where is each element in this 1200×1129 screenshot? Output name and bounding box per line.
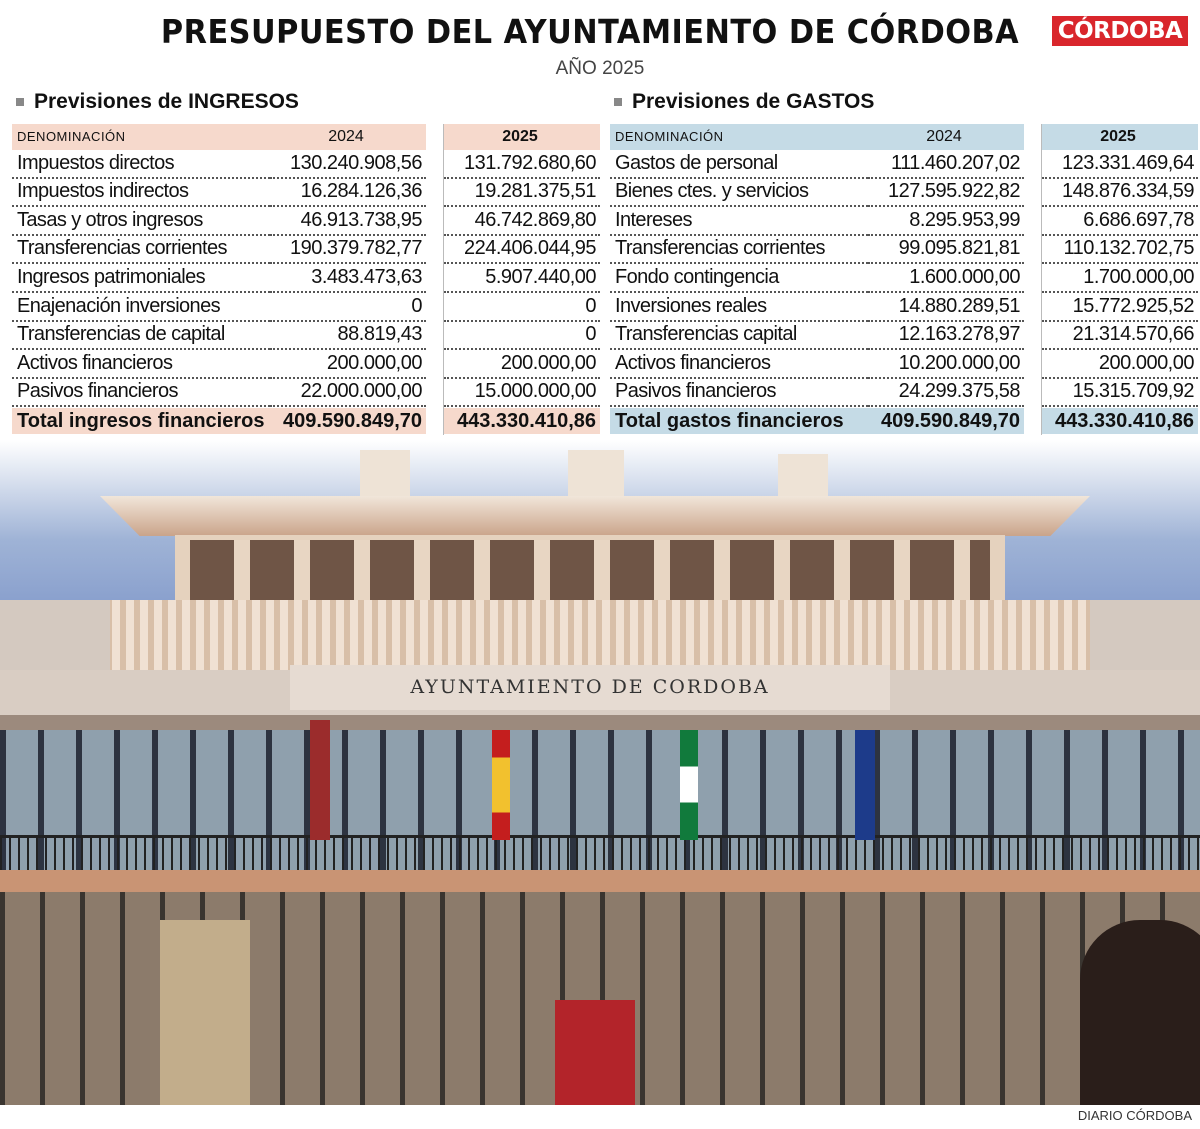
column-divider [426,124,444,150]
page-title: PRESUPUESTO DEL AYUNTAMIENTO DE CÓRDOBA [160,12,1020,51]
value-2025: 46.742.869,80 [444,209,600,236]
column-divider [1024,407,1042,435]
value-2024: 3.483.473,63 [270,266,426,293]
gastos-table [610,124,1198,435]
column-divider [1024,322,1042,351]
ingresos-title: Previsiones de INGRESOS [34,90,299,113]
table-header [610,124,1198,150]
total-2024: 409.590.849,70 [270,408,426,434]
value-2024: 200.000,00 [270,352,426,379]
column-divider [426,350,444,379]
square-bullet-icon [16,98,24,106]
row-label: Activos financieros [610,352,868,379]
value-2025: 148.876.334,59 [1042,180,1198,207]
column-divider [426,407,444,435]
table-row [12,350,600,379]
row-label: Activos financieros [12,352,270,379]
table-row [610,322,1198,351]
value-2025: 131.792.680,60 [444,152,600,179]
value-2024: 111.460.207,02 [868,152,1024,179]
row-label: Gastos de personal [610,152,868,179]
flag [310,720,330,840]
roof-ornament [360,450,410,500]
value-2024: 16.284.126,36 [270,180,426,207]
table-row [12,207,600,236]
column-divider [426,207,444,236]
table-row [12,379,600,408]
photo-credit: DIARIO CÓRDOBA [1077,1108,1192,1123]
table-row [12,264,600,293]
row-label: Transferencias corrientes [12,237,270,264]
column-divider [1024,150,1042,179]
table-row [12,236,600,265]
value-2025: 200.000,00 [444,352,600,379]
balustrade [0,600,1200,670]
column-divider [1024,264,1042,293]
value-2024: 130.240.908,56 [270,152,426,179]
value-2025: 110.132.702,75 [1042,237,1198,264]
value-2025: 224.406.044,95 [444,237,600,264]
roman-ruins [160,920,250,1105]
table-row [610,379,1198,408]
subtitle-year: AÑO 2025 [555,58,645,79]
row-label: Enajenación inversiones [12,295,270,322]
passerby [1080,920,1200,1105]
table-row [12,322,600,351]
table-row [610,350,1198,379]
value-2025: 15.772.925,52 [1042,295,1198,322]
row-label: Inversiones reales [610,295,868,322]
value-2024: 88.819,43 [270,323,426,350]
ingresos-heading [16,90,299,114]
flag-andalucia [680,730,698,840]
row-label: Intereses [610,209,868,236]
header-2025: 2025 [1042,124,1198,150]
column-divider [426,264,444,293]
table-row [12,150,600,179]
column-divider [1024,350,1042,379]
column-divider [1024,179,1042,208]
value-2025: 0 [444,295,600,322]
row-label: Fondo contingencia [610,266,868,293]
value-2025: 200.000,00 [1042,352,1198,379]
column-divider [1024,293,1042,322]
total-2025: 443.330.410,86 [444,408,600,434]
row-label: Ingresos patrimoniales [12,266,270,293]
table-row [610,150,1198,179]
value-2024: 99.095.821,81 [868,237,1024,264]
value-2024: 190.379.782,77 [270,237,426,264]
value-2024: 12.163.278,97 [868,323,1024,350]
header-2024: 2024 [270,124,426,150]
roof-eave [100,496,1090,536]
value-2025: 1.700.000,00 [1042,266,1198,293]
total-2024: 409.590.849,70 [868,408,1024,434]
roof-ornament [568,450,624,500]
value-2024: 14.880.289,51 [868,295,1024,322]
column-divider [1024,124,1042,150]
table-row [610,264,1198,293]
roof-ornament [778,454,828,500]
table-row [12,293,600,322]
row-label: Pasivos financieros [12,380,270,407]
table-row [610,236,1198,265]
value-2025: 6.686.697,78 [1042,209,1198,236]
facade-sign: AYUNTAMIENTO DE CORDOBA [290,665,890,710]
entrance-door [555,1000,635,1105]
flag-eu [855,730,875,840]
gastos-heading [614,90,874,114]
row-label: Transferencias de capital [12,323,270,350]
total-row [12,407,600,435]
square-bullet-icon [614,98,622,106]
value-2025: 0 [444,323,600,350]
header-2024: 2024 [868,124,1024,150]
row-label: Impuestos indirectos [12,180,270,207]
column-divider [426,322,444,351]
row-label: Transferencias capital [610,323,868,350]
value-2024: 127.595.922,82 [868,180,1024,207]
column-divider [1024,379,1042,408]
value-2025: 15.315.709,92 [1042,380,1198,407]
column-divider [1024,207,1042,236]
brand-logo: CÓRDOBA [1052,16,1188,46]
table-row [610,207,1198,236]
value-2024: 10.200.000,00 [868,352,1024,379]
city-hall-photo [0,440,1200,1105]
header-2025: 2025 [444,124,600,150]
value-2025: 123.331.469,64 [1042,152,1198,179]
row-label: Bienes ctes. y servicios [610,180,868,207]
row-label: Pasivos financieros [610,380,868,407]
value-2025: 21.314.570,66 [1042,323,1198,350]
header-denominacion: DENOMINACIÓN [610,124,868,150]
column-divider [426,379,444,408]
header-denominacion: DENOMINACIÓN [12,124,270,150]
value-2025: 19.281.375,51 [444,180,600,207]
total-2025: 443.330.410,86 [1042,408,1198,434]
row-label: Tasas y otros ingresos [12,209,270,236]
row-label: Impuestos directos [12,152,270,179]
arcade-arches [190,540,990,600]
value-2024: 22.000.000,00 [270,380,426,407]
gastos-title: Previsiones de GASTOS [632,90,875,113]
value-2025: 5.907.440,00 [444,266,600,293]
total-row [610,407,1198,435]
ingresos-table [12,124,600,435]
table-row [610,293,1198,322]
value-2024: 1.600.000,00 [868,266,1024,293]
value-2024: 0 [270,295,426,322]
column-divider [426,150,444,179]
balcony-ledge [0,870,1200,892]
table-row [610,179,1198,208]
column-divider [426,293,444,322]
flag-spain [492,730,510,840]
total-label: Total gastos financieros [610,408,868,434]
table-row [12,179,600,208]
table-header [12,124,600,150]
value-2024: 24.299.375,58 [868,380,1024,407]
balcony-railings [0,835,1200,875]
row-label: Transferencias corrientes [610,237,868,264]
total-label: Total ingresos financieros [12,408,270,434]
column-divider [426,179,444,208]
value-2025: 15.000.000,00 [444,380,600,407]
column-divider [426,236,444,265]
value-2024: 46.913.738,95 [270,209,426,236]
column-divider [1024,236,1042,265]
value-2024: 8.295.953,99 [868,209,1024,236]
